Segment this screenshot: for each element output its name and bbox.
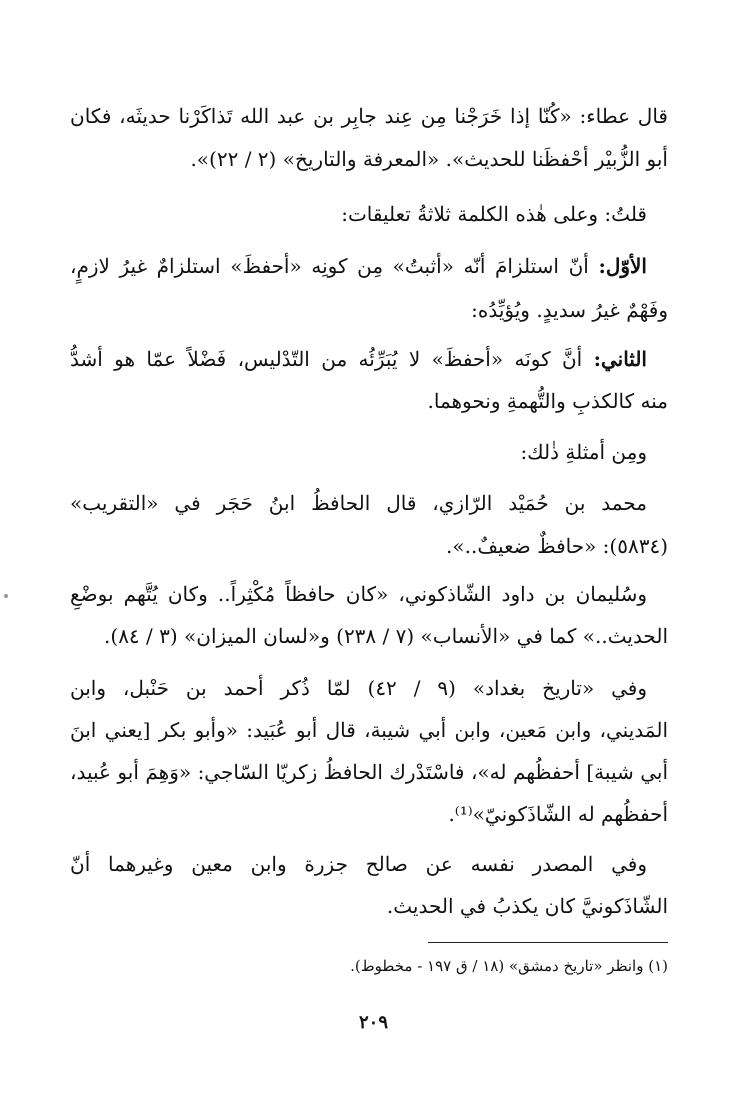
footnote-text: (١) وانظر «تاريخ دمشق» (١٨ / ق ١٩٧ - مخطوط). [350, 957, 668, 975]
text-line [70, 849, 647, 879]
text-line [70, 101, 668, 131]
text-line [70, 344, 647, 374]
text-line [70, 621, 668, 651]
scan-speck [4, 594, 8, 598]
line-text: وسُليمان بن داود الشّاذكوني، «كان حافظاً مُكْثِراً.. وكان يُتَّهم بوضْعِ [70, 582, 647, 606]
line-text: قلتُ: وعلى هٰذه الكلمة ثلاثةُ تعليقات: [341, 202, 647, 226]
line-text: وفَهْمٌ غيرُ سديدٍ. ويُؤيِّدُه: [471, 298, 668, 322]
point-label-first: الأوّل: [598, 254, 647, 278]
text-line [70, 715, 668, 745]
text-line [70, 295, 668, 325]
footnote-separator [428, 942, 668, 943]
text-line [70, 579, 647, 609]
line-text: أبي شيبة] أحفظُهم له»، فاسْتَدْرك الحافظُ زكريّا السّاجي: «وَهِمَ أبو عُبيد، [70, 760, 668, 784]
text-line [70, 144, 668, 174]
text-line [70, 488, 647, 518]
line-text: الحديث..» كما في «الأنساب» (٧ / ٢٣٨) و«لسان الميزان» (٣ / ٨٤). [104, 624, 668, 648]
line-text: أنّ استلزامَ أنّه «أثبتُ» مِن كونِه «أحفظَ» استلزامٌ غيرُ لازمٍ، [70, 254, 599, 278]
text-line [70, 891, 668, 921]
page-number: ٢٠٩ [358, 1012, 388, 1033]
footnote [70, 954, 668, 978]
text-line [70, 199, 647, 229]
line-text: ومِن أمثلةِ ذٰلك: [520, 440, 647, 464]
text-line [70, 386, 668, 416]
line-text: أنَّ كونَه «أحفظَ» لا يُبَرِّئُه من التّدْليس، فَضْلاً عمّا هو أشدُّ [70, 347, 594, 371]
point-label-second: الثاني: [593, 347, 647, 371]
text-line [70, 531, 668, 561]
line-text: الشّاذَكونيَّ كان يكذبُ في الحديث. [386, 894, 668, 918]
text-line [70, 757, 668, 787]
line-text: أبو الزُّبيْر أحْفظَنا للحديث». «المعرفة والتاريخ» (٢ / ٢٢)». [190, 147, 668, 171]
line-text: وفي المصدر نفسه عن صالح جزرة وابن معين وغيرهما أنّ [70, 852, 647, 876]
line-text: أحفظُهم له الشّاذَكونيّ»⁽¹⁾. [448, 802, 668, 826]
line-text: (٥٨٣٤): «حافظٌ ضعيفٌ..». [446, 534, 668, 558]
line-text: وفي «تاريخ بغداد» (٩ / ٤٢) لمّا ذُكر أحمد بن حَنْبل، وابن [70, 676, 647, 700]
line-text: المَديني، وابن مَعين، وابن أبي شيبة، قال أبو عُبَيد: «وأبو بكر [يعني ابنَ [70, 718, 668, 742]
text-line [70, 673, 647, 703]
line-text: محمد بن حُمَيْد الرّازي، قال الحافظُ ابنُ حَجَر في «التقريب» [70, 491, 647, 515]
text-line [70, 251, 647, 281]
line-text: قال عطاء: «كُنّا إذا خَرَجْنا مِن عِند جابِر بن عبد الله تَذاكَرْنا حديثَه، فكان [70, 104, 668, 128]
text-line [70, 437, 647, 467]
text-line [70, 799, 668, 829]
line-text: منه كالكذبِ والتُّهمةِ ونحوهما. [427, 389, 668, 413]
